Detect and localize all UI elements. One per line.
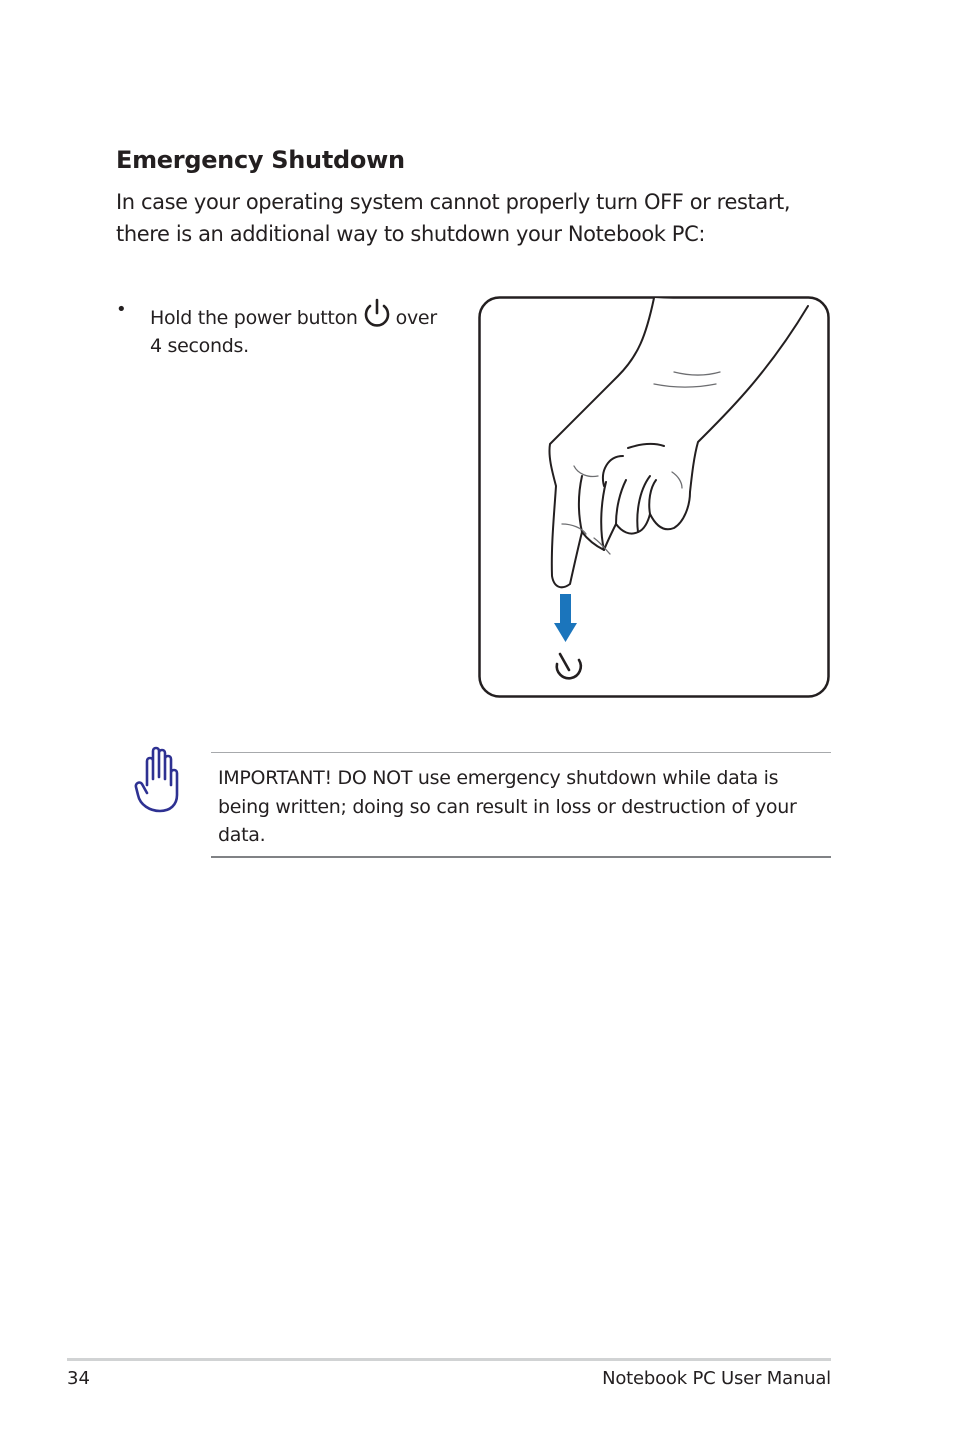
bullet-text-before: Hold the power button bbox=[150, 307, 358, 329]
note-line-1: IMPORTANT! DO NOT use emergency shutdown while data is bbox=[218, 767, 779, 789]
important-note bbox=[218, 764, 828, 850]
bullet-line-1 bbox=[150, 298, 480, 332]
intro-line-1: In case your operating system cannot properly turn OFF or restart, bbox=[116, 190, 791, 214]
footer-divider bbox=[67, 1358, 831, 1361]
intro-line-2: there is an additional way to shutdown your Notebook PC: bbox=[116, 222, 706, 246]
bullet-line-2: 4 seconds. bbox=[150, 335, 249, 357]
bullet-instruction bbox=[150, 298, 480, 360]
note-line-3: data. bbox=[218, 824, 266, 846]
note-top-divider bbox=[211, 752, 831, 753]
note-line-2: being written; doing so can result in loss or destruction of your bbox=[218, 795, 797, 818]
power-icon bbox=[360, 298, 394, 330]
power-button-press-illustration bbox=[478, 296, 830, 698]
page-number: 34 bbox=[67, 1368, 90, 1389]
bullet-marker: • bbox=[116, 299, 127, 320]
raised-hand-icon bbox=[134, 745, 182, 813]
manual-title: Notebook PC User Manual bbox=[602, 1368, 831, 1389]
section-heading: Emergency Shutdown bbox=[116, 146, 405, 174]
bullet-text-after: over bbox=[395, 307, 437, 329]
intro-paragraph bbox=[116, 186, 836, 250]
note-bottom-divider bbox=[211, 856, 831, 858]
